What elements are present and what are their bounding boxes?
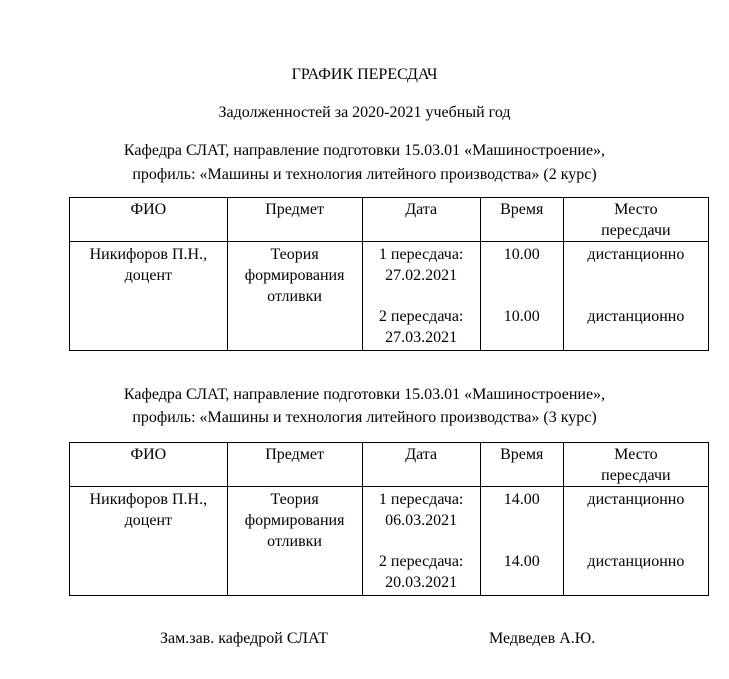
cell-date [362,242,480,351]
header-place-line-1: Место [614,446,658,463]
subject-line-3: отливки [267,533,322,550]
subject-line-1: Теория [270,246,319,263]
section-1-department-line-1: Кафедра СЛАТ, направление подготовки 15.03.01 «Машиностроение», [123,142,606,159]
retake-2-date: 27.03.2021 [385,329,458,346]
signature-name: Медведев А.Ю. [489,630,596,647]
retake-1-time: 10.00 [503,246,540,263]
teacher-position: доцент [124,267,173,284]
table-row [70,487,709,596]
retake-2-place: дистанционно [587,553,685,570]
header-subject: Предмет [227,198,362,242]
header-name: ФИО [70,198,228,242]
header-place-line-2: пересдачи [601,222,671,239]
table-header-row [70,443,709,487]
page-subtitle: Задолженностей за 2020-2021 учебный год [218,104,511,121]
table-row [70,242,709,351]
header-date: Дата [362,443,480,487]
subject-line-2: формирования [244,267,345,284]
header-place [563,443,708,487]
header-name: ФИО [70,443,228,487]
retake-1-time: 14.00 [503,491,540,508]
cell-place [563,242,708,351]
header-place [563,198,708,242]
retake-2-place: дистанционно [587,308,685,325]
subject-line-1: Теория [270,491,319,508]
signature-position: Зам.зав. кафедрой СЛАТ [160,630,328,647]
cell-name [70,242,228,351]
header-place-line-1: Место [614,201,658,218]
cell-subject [227,487,362,596]
retake-1-label: 1 пересдача: [378,246,464,263]
header-place-line-2: пересдачи [601,467,671,484]
retake-2-label: 2 пересдача: [378,553,464,570]
retake-schedule-table-1 [69,197,709,351]
retake-2-time: 14.00 [503,553,540,570]
teacher-name: Никифоров П.Н., [89,246,208,263]
header-date: Дата [362,198,480,242]
retake-2-time: 10.00 [503,308,540,325]
header-time: Время [480,443,563,487]
cell-place [563,487,708,596]
teacher-name: Никифоров П.Н., [89,491,208,508]
retake-schedule-table-2 [69,442,709,596]
header-subject: Предмет [227,443,362,487]
cell-time [480,487,563,596]
cell-date [362,487,480,596]
page-title: ГРАФИК ПЕРЕСДАЧ [291,66,438,83]
cell-name [70,487,228,596]
retake-1-place: дистанционно [587,246,685,263]
retake-1-date: 27.02.2021 [385,267,458,284]
subject-line-3: отливки [267,288,322,305]
subject-line-2: формирования [244,512,345,529]
retake-1-place: дистанционно [587,491,685,508]
section-1-department-line-2: профиль: «Машины и технология литейного производства» (2 курс) [132,166,597,183]
retake-1-date: 06.03.2021 [385,512,458,529]
teacher-position: доцент [124,512,173,529]
cell-subject [227,242,362,351]
retake-2-label: 2 пересдача: [378,308,464,325]
cell-time [480,242,563,351]
header-time: Время [480,198,563,242]
section-2-department-line-1: Кафедра СЛАТ, направление подготовки 15.03.01 «Машиностроение», [123,386,606,403]
section-2-department-line-2: профиль: «Машины и технология литейного производства» (3 курс) [132,409,597,426]
retake-1-label: 1 пересдача: [378,491,464,508]
table-header-row [70,198,709,242]
retake-2-date: 20.03.2021 [385,574,458,591]
